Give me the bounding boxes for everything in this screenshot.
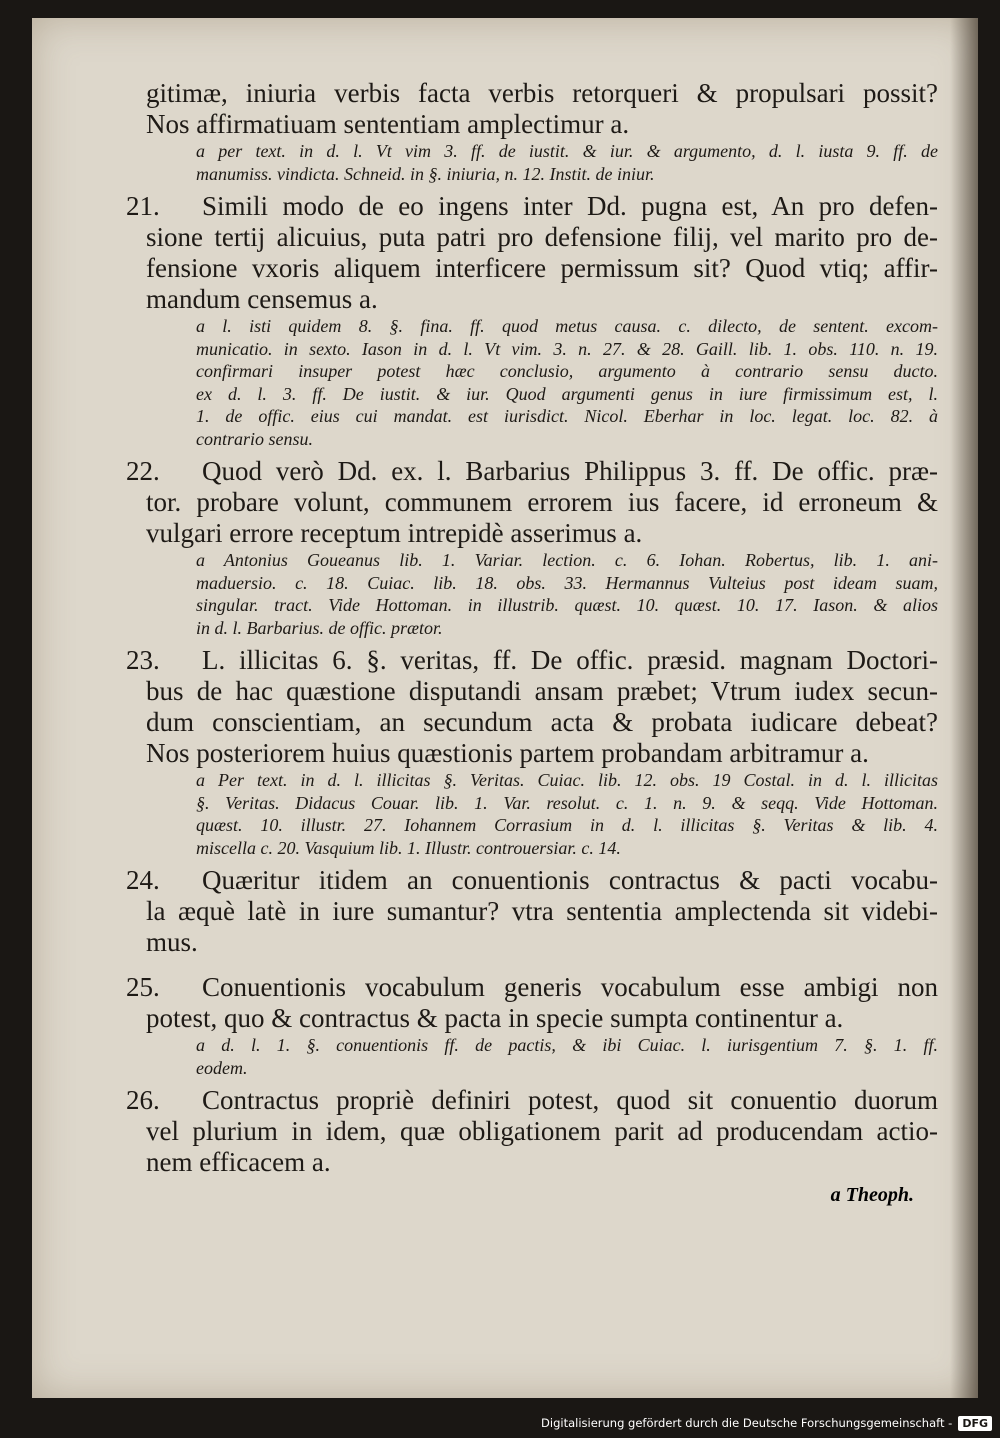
footnote-line: a Antonius Goueanus lib. 1. Variar. lection. c. 6. Iohan. Robertus, lib. 1. ani- [196, 550, 938, 570]
section-number: 22. [126, 456, 160, 486]
body-line-text: vulgari errore receptum intrepidè asserimus a. [146, 518, 643, 548]
body-line [146, 222, 938, 253]
footnote-line: a Per text. in d. l. illicitas §. Veritas. Cuiac. lib. 12. obs. 19 Costal. in d. l. illicitas [196, 770, 938, 790]
body-line [146, 109, 938, 140]
body-line-text: Nos posteriorem huius quæstionis partem probandam arbitramur a. [146, 738, 869, 768]
footnote-line: manumiss. vindicta. Schneid. in §. iniuria, n. 12. Instit. de iniur. [196, 163, 655, 184]
text-block [126, 865, 938, 966]
footnote-line: a d. l. 1. §. conuentionis ff. de pactis, & ibi Cuiac. l. iurisgentium 7. §. 1. ff. [196, 1035, 938, 1055]
footnote-line: contrario sensu. [196, 428, 313, 449]
body-line [146, 738, 938, 769]
body-line [146, 487, 938, 518]
body-line-text: fensione vxoris aliquem interficere permissum sit? Quod vtiq; affir- [146, 253, 938, 283]
footnote-line: municatio. in sexto. Iason in d. l. Vt vim. 3. n. 27. & 28. Gaill. lib. 1. obs. 110. n. 19. [196, 338, 938, 359]
body-line-text: sione tertij alicuius, puta patri pro defensione filij, vel marito pro de- [146, 222, 938, 252]
section-number: 24. [126, 865, 160, 895]
body-line [146, 1003, 938, 1034]
footnote-line: in d. l. Barbarius. de offic. prætor. [196, 617, 443, 638]
body-line-text: potest, quo & contractus & pacta in specie sumpta continentur a. [146, 1003, 844, 1033]
footnote-line: §. Veritas. Didacus Couar. lib. 1. Var. resolut. c. 1. n. 9. & seqq. Vide Hottoman. [196, 792, 938, 813]
footnote-line: a per text. in d. l. Vt vim 3. ff. de iustit. & iur. & argumento, d. l. iusta 9. ff. de [196, 141, 938, 161]
footnote-line: eodem. [196, 1057, 248, 1078]
body-line-text: gitimæ, iniuria verbis facta verbis retorqueri & propulsari possit? [146, 78, 938, 108]
body-line [146, 518, 938, 549]
section-number: 26. [126, 1085, 160, 1115]
text-block [126, 191, 938, 450]
catchword: a Theoph. [830, 1184, 914, 1206]
body-line-text: Nos affirmatiuam sententiam amplectimur a. [146, 109, 630, 139]
body-line-text: dum conscientiam, an secundum acta & probata iudicare debeat? [146, 707, 938, 737]
body-line [146, 927, 938, 958]
body-line-text: nem efficacem a. [146, 1147, 331, 1177]
text-block [126, 645, 938, 859]
body-line-text: la æquè latè in iure sumantur? vtra sententia amplectenda sit videbi- [146, 896, 938, 926]
body-line-text: mandum censemus a. [146, 284, 378, 314]
body-line [126, 645, 938, 676]
text-block [126, 456, 938, 639]
body-line [126, 972, 938, 1003]
body-line [126, 865, 938, 896]
dfg-logo: DFG [958, 1416, 992, 1431]
body-line-text: vel plurium in idem, quæ obligationem parit ad producendam actio- [146, 1116, 938, 1146]
footnote-line: ex d. l. 3. ff. De iustit. & iur. Quod argumenti genus in iure firmissimum est, l. [196, 383, 938, 404]
text-block [146, 78, 938, 185]
body-line [126, 191, 938, 222]
footnote-line: singular. tract. Vide Hottoman. in illustrib. quæst. 10. quæst. 10. 17. Iason. & alios [196, 595, 938, 615]
body-line [126, 456, 938, 487]
section-number: 21. [126, 191, 160, 221]
body-line [146, 1147, 938, 1178]
footnote-line: miscella c. 20. Vasquium lib. 1. Illustr. controuersiar. c. 14. [196, 837, 621, 858]
body-line [146, 284, 938, 315]
body-line [146, 896, 938, 927]
text-block [126, 1085, 938, 1186]
body-line [146, 676, 938, 707]
text-block [126, 972, 938, 1079]
section-number: 23. [126, 645, 160, 675]
body-line [146, 78, 938, 109]
footnote-line: quæst. 10. illustr. 27. Iohannem Corrasium in d. l. illicitas §. Veritas & lib. 4. [196, 815, 938, 835]
body-line-text: mus. [146, 927, 198, 957]
body-line [146, 707, 938, 738]
body-line-text: Quæritur itidem an conuentionis contractus & pacti vocabu- [202, 865, 938, 895]
body-line-text: Simili modo de eo ingens inter Dd. pugna est, An pro defen- [202, 191, 938, 221]
body-line-text: Conuentionis vocabulum generis vocabulum esse ambigi non [202, 972, 938, 1002]
page-spine-shadow [950, 18, 978, 1398]
body-line-text: bus de hac quæstione disputandi ansam præbet; Vtrum iudex secun- [146, 676, 938, 706]
footnote-line: confirmari insuper potest hæc conclusio, argumento à contrario sensu ducto. [196, 361, 938, 381]
body-line-text: Quod verò Dd. ex. l. Barbarius Philippus 3. ff. De offic. præ- [202, 456, 938, 486]
body-line [146, 1116, 938, 1147]
footnote-line: a l. isti quidem 8. §. fina. ff. quod metus causa. c. dilecto, de sentent. excom- [196, 316, 938, 336]
page-text [126, 78, 938, 1192]
dfg-credit: Digitalisierung gefördert durch die Deutsche Forschungsgemeinschaft - [541, 1416, 953, 1430]
section-number: 25. [126, 972, 160, 1002]
digitization-footer [541, 1412, 992, 1434]
footnote-line: 1. de offic. eius cui mandat. est iurisdict. Nicol. Eberhar in loc. legat. loc. 82. à [196, 406, 938, 426]
body-line-text: tor. probare volunt, communem errorem ius facere, id erroneum & [146, 487, 938, 517]
body-line-text: L. illicitas 6. §. veritas, ff. De offic. præsid. magnam Doctori- [202, 645, 938, 675]
body-line-text: Contractus propriè definiri potest, quod sit conuentio duorum [202, 1085, 938, 1115]
footnote-line: maduersio. c. 18. Cuiac. lib. 18. obs. 33. Hermannus Vulteius post ideam suam, [196, 572, 938, 593]
book-page [32, 18, 978, 1398]
body-line [146, 253, 938, 284]
body-line [126, 1085, 938, 1116]
